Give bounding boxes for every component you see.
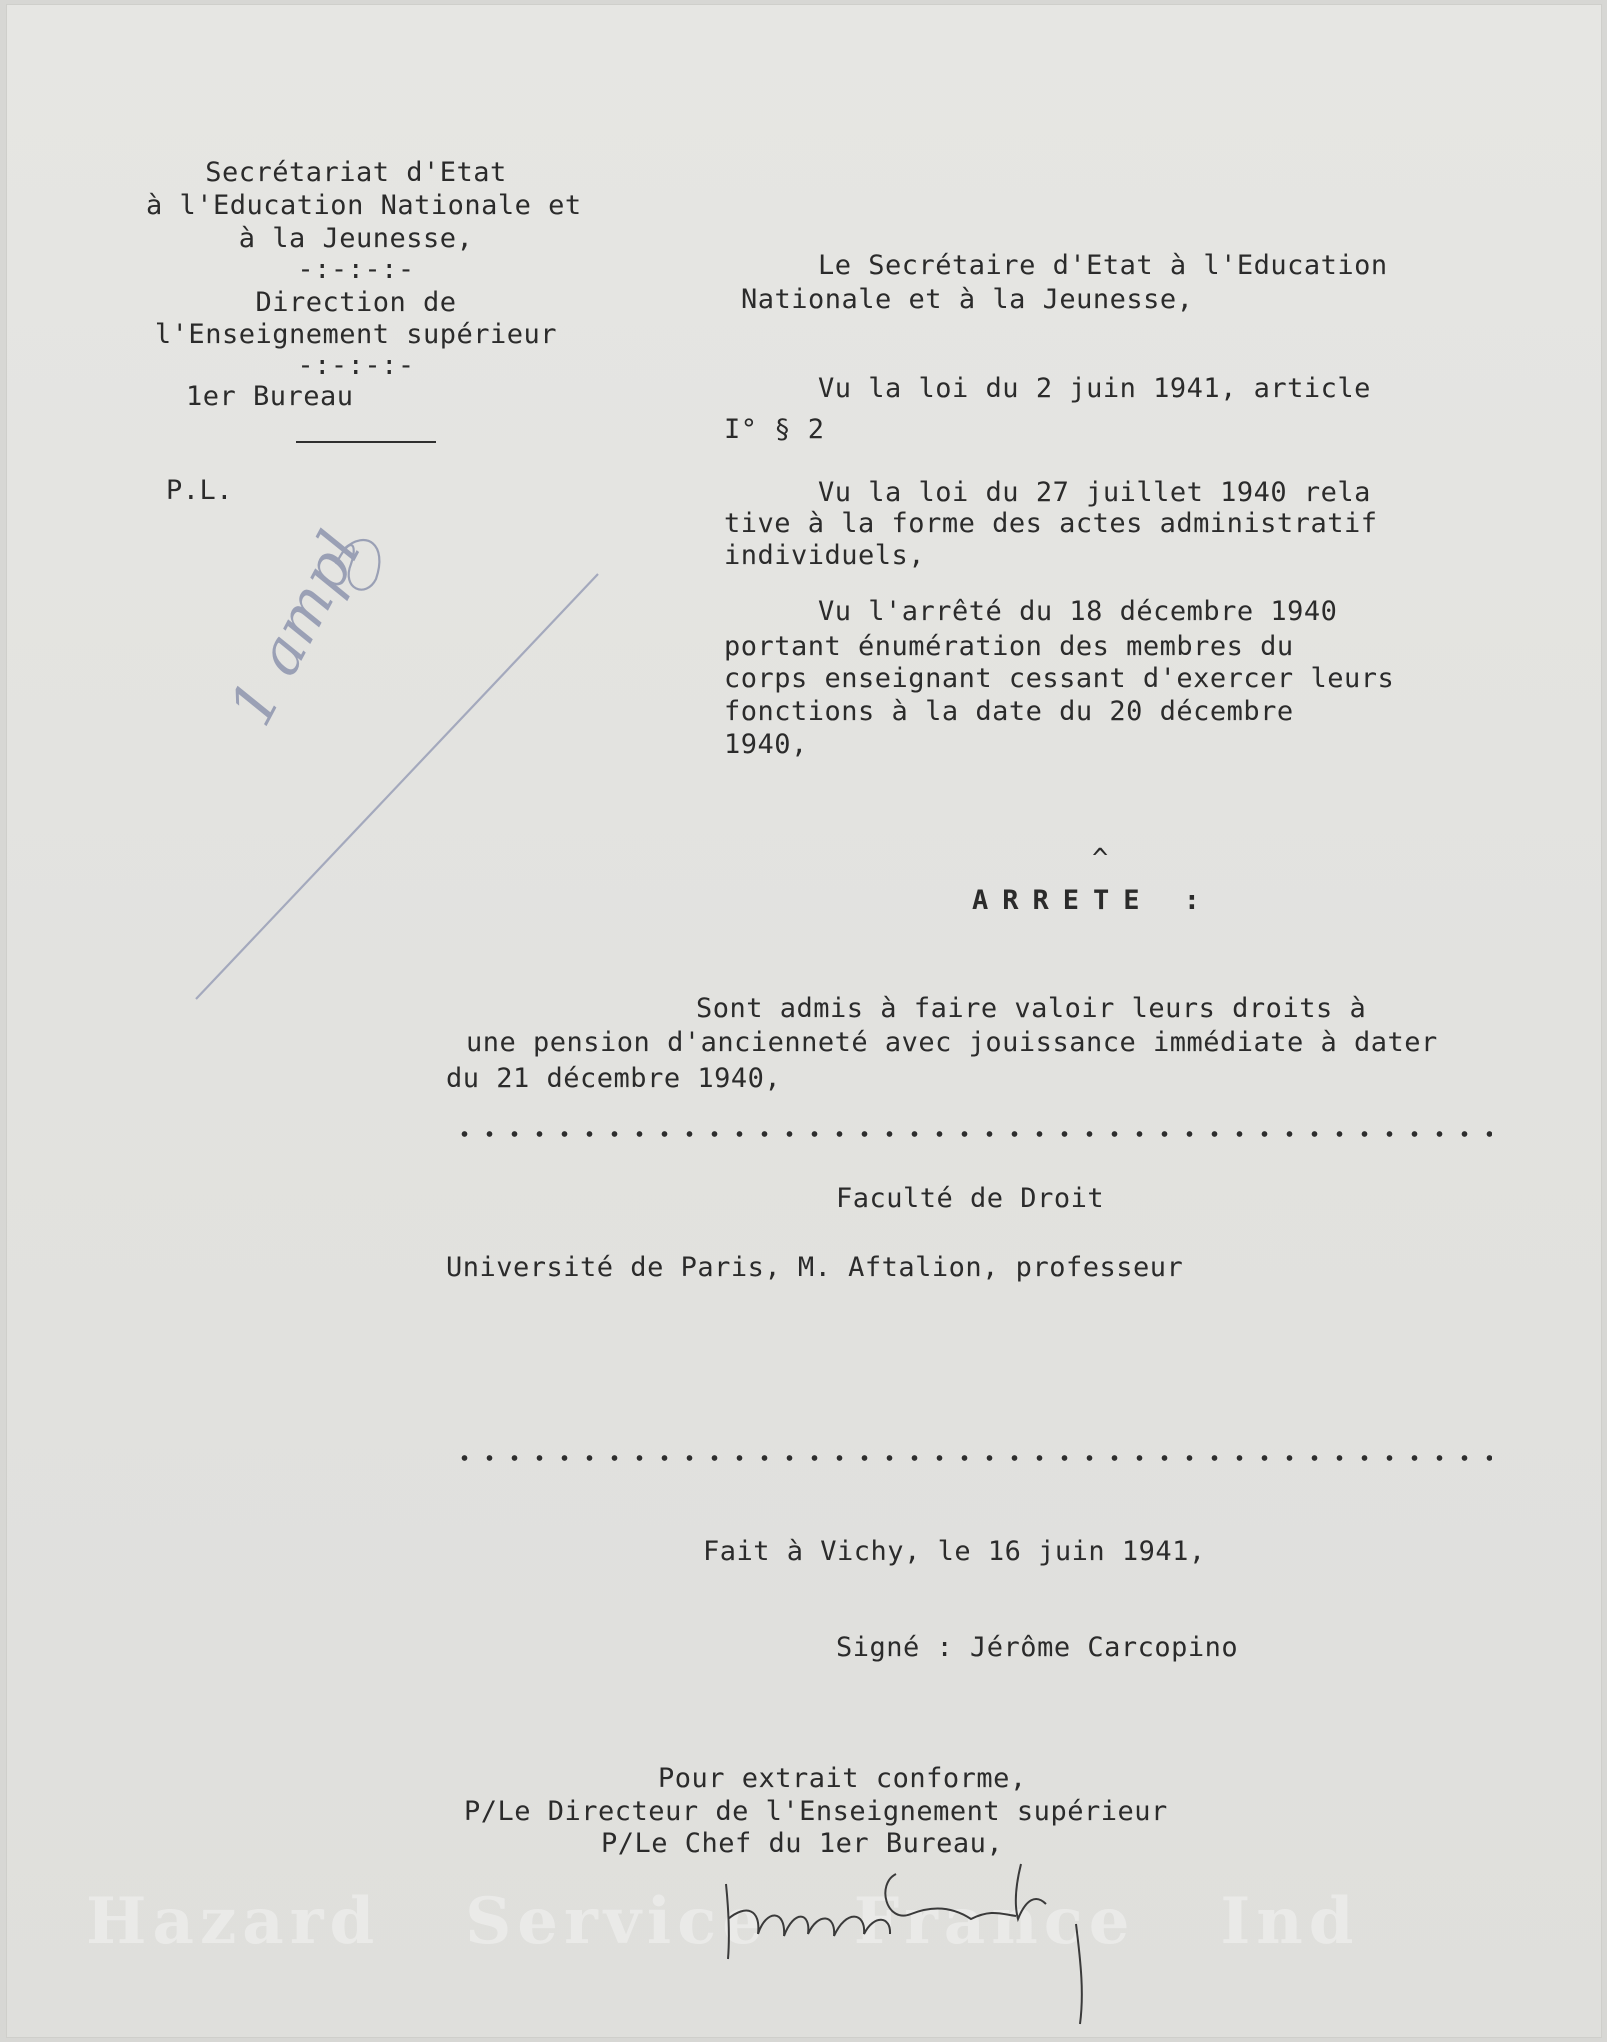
issuer-line: Le Secrétaire d'Etat à l'Education [818,250,1388,281]
section-entry: Université de Paris, M. Aftalion, professeur [446,1252,1184,1283]
decree-body-line: Sont admis à faire valoir leurs droits à [696,993,1367,1024]
consideration-line: individuels, [724,540,926,571]
header-separator: -:-:-:- [297,350,415,381]
bleed-through-watermark: Hazard Service France Ind [86,1884,1360,1959]
consideration-line: Vu la loi du 27 juillet 1940 rela [818,477,1371,508]
certification-line: Pour extrait conforme, [658,1763,1027,1794]
header-ministry-line: Secrétariat d'Etat [205,157,507,188]
header-direction-line: Direction de [255,287,457,318]
consideration-line: 1940, [724,729,808,760]
decree-accent: ^ [1092,843,1109,874]
consideration-line: portant énumération des membres du [724,631,1294,662]
decree-body-line: du 21 décembre 1940, [446,1063,782,1094]
consideration-line: tive à la forme des actes administratif [724,508,1378,539]
consideration-line: corps enseignant cessant d'exercer leurs [724,663,1395,694]
header-initials: P.L. [166,475,234,506]
certification-line: P/Le Directeur de l'Enseignement supérieur [464,1796,1168,1827]
consideration-line: I° § 2 [724,414,825,445]
header-ministry-line: à l'Education Nationale et [146,190,582,221]
signature-stroke [726,1864,1082,2024]
consideration-line: Vu l'arrêté du 18 décembre 1940 [818,596,1338,627]
document-page [6,4,1602,2038]
section-title: Faculté de Droit [836,1183,1105,1214]
consideration-line: Vu la loi du 2 juin 1941, article [818,373,1371,404]
certification-line: P/Le Chef du 1er Bureau, [601,1828,1004,1859]
header-separator: -:-:-:- [297,254,415,285]
handwritten-note: 1 ampl [216,520,376,737]
header-direction-line: l'Enseignement supérieur [154,319,558,350]
header-bureau: 1er Bureau [186,381,354,412]
issuer-line: Nationale et à la Jeunesse, [741,284,1194,315]
decree-body-line: une pension d'ancienneté avec jouissance immédiate à dater [466,1027,1438,1058]
header-ministry-line: à la Jeunesse, [238,223,474,254]
consideration-line: fonctions à la date du 20 décembre [724,696,1294,727]
place-date: Fait à Vichy, le 16 juin 1941, [703,1536,1206,1567]
decree-heading: ARRETE : [972,885,1215,916]
handwritten-signature [6,4,1602,2038]
signed-by: Signé : Jérôme Carcopino [836,1632,1239,1663]
